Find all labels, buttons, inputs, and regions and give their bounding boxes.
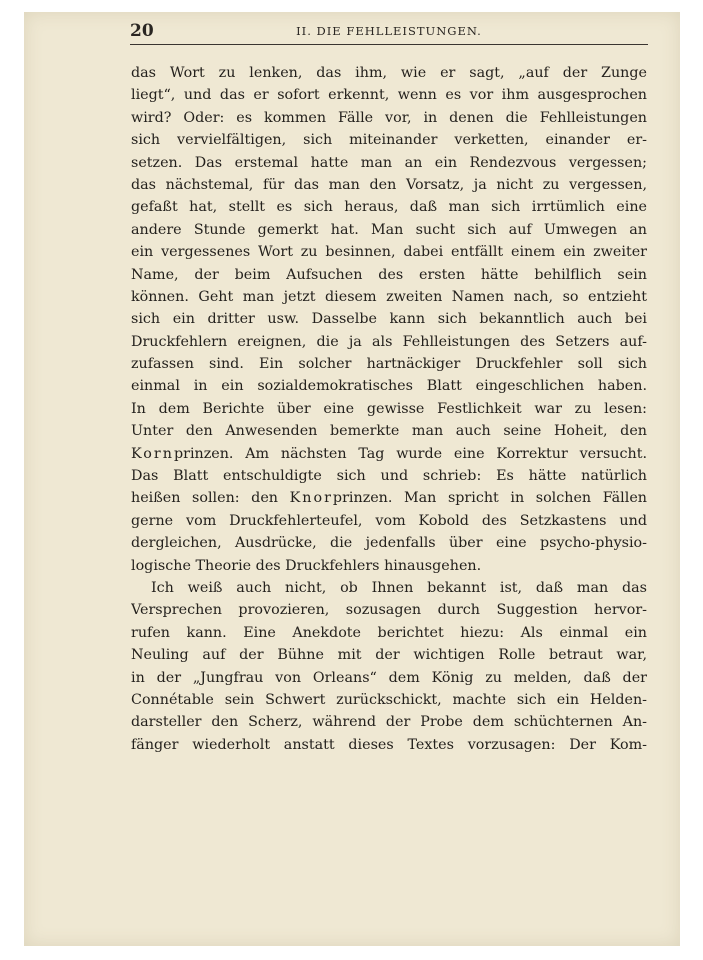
text-line: einmal in ein sozialdemokratisches Blatt eingeschlichen haben. <box>131 378 647 395</box>
text-line: Ich weiß auch nicht, ob Ihnen bekannt ist, daß man das <box>151 579 647 596</box>
text-line: fänger wiederholt anstatt dieses Textes vorzusagen: Der Kom- <box>131 736 647 753</box>
spaced-word-knor: Knor <box>289 490 333 507</box>
text-line-rest: prinzen. Am nächsten Tag wurde eine Korrektur versucht. <box>173 445 647 462</box>
page-number: 20 <box>130 21 154 41</box>
text-line: Name, der beim Aufsuchen des ersten hätte behilflich sein <box>131 266 647 283</box>
text-line: In dem Berichte über eine gewisse Festlichkeit war zu lesen: <box>131 400 647 417</box>
text-line: gefaßt hat, stellt es sich heraus, daß man sich irrtümlich eine <box>131 199 647 216</box>
text-line: Unter den Anwesenden bemerkte man auch seine Hoheit, den <box>131 423 647 440</box>
text-line <box>131 487 647 509</box>
text-line: das nächstemal, für das man den Vorsatz, ja nicht zu vergessen, <box>131 176 647 193</box>
text-line <box>131 443 647 465</box>
running-head: II. DIE FEHLLEISTUNGEN. <box>296 24 482 38</box>
text-line: wird? Oder: es kommen Fälle vor, in denen die Fehlleistungen <box>131 109 647 126</box>
text-line: Connétable sein Schwert zurückschickt, machte sich ein Helden- <box>131 691 647 708</box>
text-line: Versprechen provozieren, sozusagen durch Suggestion hervor- <box>131 602 647 619</box>
text-line: rufen kann. Eine Anekdote berichtet hiezu: Als einmal ein <box>131 624 647 641</box>
text-line: Neuling auf der Bühne mit der wichtigen Rolle betraut war, <box>131 647 647 664</box>
text-line: das Wort zu lenken, das ihm, wie er sagt, „auf der Zunge <box>131 65 647 81</box>
text-line: können. Geht man jetzt diesem zweiten Namen nach, so entzieht <box>131 288 647 305</box>
body-text <box>131 62 647 756</box>
text-line: andere Stunde gemerkt hat. Man sucht sich auf Umwegen an <box>131 221 647 238</box>
paragraph-1 <box>131 62 647 577</box>
text-line: Druckfehlern ereignen, die ja als Fehlleistungen des Setzers auf- <box>131 333 647 350</box>
page-header <box>130 20 648 45</box>
text-line: dergleichen, Ausdrücke, die jedenfalls über eine psycho-physio- <box>131 535 647 552</box>
text-line: in der „Jungfrau von Orleans“ dem König zu melden, daß der <box>131 669 647 686</box>
text-line: logische Theorie des Druckfehlers hinausgehen. <box>131 557 482 574</box>
text-line-after: prinzen. Man spricht in solchen Fällen <box>332 490 647 507</box>
book-page <box>24 12 680 946</box>
paragraph-2 <box>131 577 647 756</box>
text-line: zufassen sind. Ein solcher hartnäckiger Druckfehler soll sich <box>131 356 647 373</box>
text-line: ein vergessenes Wort zu besinnen, dabei entfällt einem ein zweiter <box>131 244 647 261</box>
text-line: liegt“, und das er sofort erkennt, wenn es vor ihm ausgesprochen <box>131 87 647 104</box>
text-line: sich vervielfältigen, sich miteinander verketten, einander er- <box>131 132 647 149</box>
text-line-before: heißen sollen: den <box>131 490 290 507</box>
text-line: setzen. Das erstemal hatte man an ein Rendezvous vergessen; <box>131 154 647 171</box>
text-line: Das Blatt entschuldigte sich und schrieb: Es hätte natürlich <box>131 468 647 485</box>
spaced-word-korn: Korn <box>131 445 174 462</box>
text-line: gerne vom Druckfehlerteufel, vom Kobold des Setzkastens und <box>131 512 647 529</box>
text-line: darsteller den Scherz, während der Probe dem schüchternen An- <box>131 714 647 731</box>
text-line: sich ein dritter usw. Dasselbe kann sich bekanntlich auch bei <box>131 311 647 328</box>
